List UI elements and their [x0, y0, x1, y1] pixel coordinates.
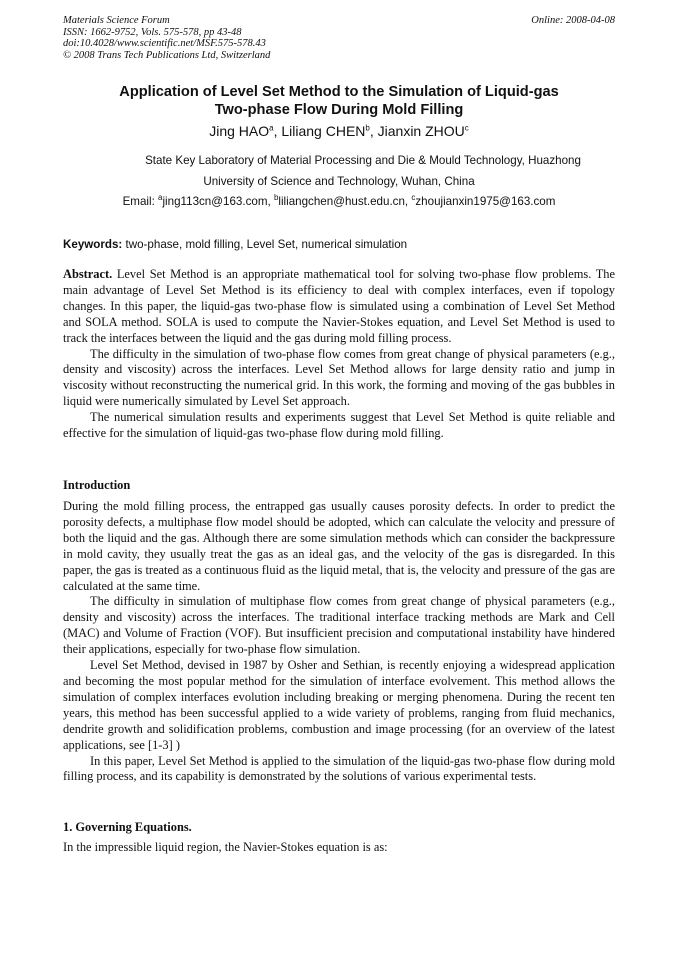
author-1-mark: a [269, 123, 274, 133]
introduction-paragraph-4: In this paper, Level Set Method is applied to the simulation of the liquid-gas two-phase flow during mold filling process, and its capability is demonstrated by the solutions of various experimental tests. [63, 753, 615, 784]
keywords-label: Keywords: [63, 238, 123, 251]
governing-equations-body [63, 840, 615, 856]
keywords [63, 237, 615, 252]
email-3-mark: c [411, 193, 416, 203]
author-list: Jing HAO$^a$, Liliang CHEN$^b$, Jianxin ZHOU$^c$ [209, 123, 469, 139]
introduction-paragraph-2: The difficulty in simulation of multiphase flow comes from great change of physical parameters (e.g., density and viscosity) across the interfaces. The traditional interface tracking methods are Mark and Cell (MAC) and Volume of Fraction (VOF). But insufficient precision and computational instability have hindered their applications, especially for two-phase flow simulation. [63, 594, 615, 657]
email-1: jing113cn@163.com, [162, 195, 271, 208]
email-line [63, 194, 615, 210]
abstract-paragraph-2: The difficulty in the simulation of two-phase flow comes from great change of physical parameters (e.g., density and viscosity) across the interfaces. Level Set Method allows for large density ratio and jump in viscosity without reconstructing the numerical grid. In this work, the forming and moving of the gas bubbles in liquid were numerically simulated by Level Set approach. [63, 346, 615, 409]
affiliation-line-2: University of Science and Technology, Wuhan, China [203, 175, 475, 188]
author-3: Jianxin ZHOU [377, 123, 465, 139]
online-date: Online: 2008-04-08 [531, 15, 615, 26]
affiliation [63, 150, 615, 192]
title-line-1: Application of Level Set Method to the Simulation of Liquid-gas [119, 84, 559, 100]
email-label: Email: [122, 195, 155, 208]
introduction-body [63, 499, 615, 785]
author-1: Jing HAO [209, 123, 270, 139]
introduction-heading: Introduction [63, 478, 131, 492]
email-2: liliangchen@hust.edu.cn, [278, 195, 409, 208]
abstract-label: Abstract. [63, 267, 113, 281]
email-2-mark: b [273, 193, 279, 203]
abstract-paragraph-3: The numerical simulation results and experiments suggest that Level Set Method is quite reliable and effective for the simulation of liquid-gas two-phase flow during mold filling. [63, 410, 615, 441]
author-2-mark: b [365, 123, 370, 133]
journal-issn: ISSN: 1662-9752, Vols. 575-578, pp 43-48 [63, 26, 242, 38]
paper-title [63, 83, 615, 119]
author-3-mark: c [464, 123, 469, 133]
email-3: zhoujianxin1975@163.com [415, 195, 556, 208]
title-line-2: Two-phase Flow During Mold Filling [214, 102, 464, 118]
governing-equations-heading: 1. Governing Equations. [63, 820, 192, 834]
journal-copyright: © 2008 Trans Tech Publications Ltd, Switzerland [63, 49, 271, 61]
keywords-text: two-phase, mold filling, Level Set, numerical simulation [125, 238, 408, 251]
author-2: Liliang CHEN [281, 123, 366, 139]
journal-name: Materials Science Forum [63, 15, 170, 26]
email-1-mark: a [158, 193, 163, 203]
abstract-paragraph-1: Abstract. Level Set Method is an appropriate mathematical tool for solving two-phase flow problems. The main advantage of Level Set Method is its efficiency to deal with complex interfaces, even if topology changes. In this paper, the liquid-gas two-phase flow is simulated using a combination of Level Set Method and SOLA method. SOLA is used to compute the Navier-Stokes equation, and Level Set Method is used to track the interfaces between the liquid and the gas during mold filling process. [63, 267, 615, 345]
journal-info [63, 15, 270, 61]
journal-doi: doi:10.4028/www.scientific.net/MSF.575-578.43 [63, 38, 266, 49]
introduction-paragraph-3: Level Set Method, devised in 1987 by Osher and Sethian, is recently enjoying a widespread application and becoming the most popular method for the simulation of interface evolvement. This method allows the simulation of complex interfaces evolution including breaking or merging phenomena. During the recent ten years, this method has been successful applied to a wide variety of problems, ranging from fluid mechanics, dendrite growth and solidification problems, combustion and image processing (for an overview of the latest applications, see [1-3] ) [63, 658, 615, 752]
governing-paragraph-1: In the impressible liquid region, the Navier-Stokes equation is as: [63, 840, 388, 854]
introduction-paragraph-1: During the mold filling process, the entrapped gas usually causes porosity defects. In order to predict the porosity defects, a multiphase flow model should be adopted, which can calculate the velocity and pressure of both the liquid and the gas. Although there are some simulation methods which can consider the backpressure in mold cavity, they usually treat the gas as an ideal gas, and the velocity of the gas is disregarded. In this paper, the gas is treated as a continuous fluid as the liquid metal, that is, the velocity and pressure of the gas are calculated at the same time. [63, 499, 615, 593]
abstract [63, 267, 615, 442]
affiliation-line-1: State Key Laboratory of Material Processing and Die & Mould Technology, Huazhong [145, 154, 581, 167]
